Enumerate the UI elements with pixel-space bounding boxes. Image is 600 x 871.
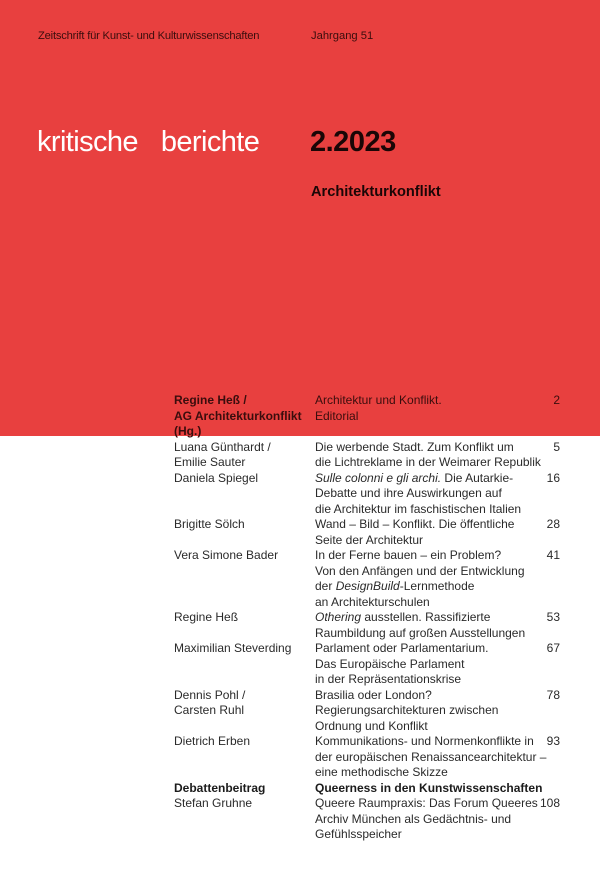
title-segment: die Lichtreklame in der Weimarer Republik xyxy=(315,455,541,469)
title-segment: DesignBuild xyxy=(335,579,400,593)
title-segment: Regierungsarchitekturen zwischen xyxy=(315,703,499,717)
title-segment: Raumbildung auf großen Ausstellungen xyxy=(315,625,526,640)
title-segment: Debatte und ihre Auswirkungen auf xyxy=(315,486,502,500)
toc-title xyxy=(315,439,541,471)
title-segment: Parlament oder Parlamentarium. xyxy=(315,641,489,655)
toc-page-number: 41 xyxy=(546,548,560,562)
title-line xyxy=(315,409,537,425)
title-line xyxy=(315,579,537,595)
toc-title xyxy=(315,796,537,843)
title-line xyxy=(315,657,537,673)
author-line: Regine Heß / xyxy=(174,393,247,407)
journal-title: kritische berichte xyxy=(37,126,260,158)
title-segment: Wand – Bild – Konflikt. Die öffentliche xyxy=(315,517,515,531)
toc-entry xyxy=(174,734,564,781)
author-line: Stefan Gruhne xyxy=(174,796,253,810)
toc-title xyxy=(315,548,537,610)
title-segment: Editorial xyxy=(315,408,359,423)
title-segment: Die Autarkie- xyxy=(441,470,514,485)
title-segment: Sulle colonni e gli archi. xyxy=(315,470,442,485)
toc-author xyxy=(174,471,315,518)
title-line xyxy=(315,780,543,797)
title-segment: Seite der Architektur xyxy=(315,532,424,547)
toc-author xyxy=(174,781,315,797)
toc-entry xyxy=(174,548,564,610)
author-line: AG Architekturkonflikt xyxy=(174,408,302,423)
toc-author xyxy=(174,734,315,781)
title-line xyxy=(315,796,537,812)
toc-title xyxy=(315,517,537,548)
title-segment: Othering xyxy=(315,610,362,624)
title-segment: an Architekturschulen xyxy=(315,594,430,609)
title-line xyxy=(315,471,537,487)
author-line: Emilie Sauter xyxy=(174,455,246,469)
toc-entry xyxy=(174,517,564,548)
author-line: Brigitte Sölch xyxy=(174,517,245,531)
toc-entry xyxy=(174,393,564,440)
toc-entry xyxy=(174,440,564,471)
toc-author xyxy=(174,641,315,688)
toc-page-number: 108 xyxy=(539,796,560,810)
title-line xyxy=(315,502,537,518)
toc-page-number: 16 xyxy=(546,470,560,485)
toc-author xyxy=(174,548,315,610)
title-line xyxy=(315,734,537,750)
title-segment: Kommunikations- und Normenkonflikte in xyxy=(315,734,534,748)
title-segment: Die werbende Stadt. Zum Konflikt um xyxy=(315,439,514,454)
author-line: Daniela Spiegel xyxy=(174,470,259,485)
title-line xyxy=(315,688,537,704)
title-line xyxy=(315,564,537,580)
title-segment: Queerness in den Kunstwissenschaften xyxy=(315,780,543,795)
toc-title xyxy=(315,688,537,735)
title-segment: Gefühlsspeicher xyxy=(315,827,402,841)
title-segment: eine methodische Skizze xyxy=(315,765,448,779)
author-line: (Hg.) xyxy=(174,424,202,438)
title-segment: ausstellen. Rassifizierte xyxy=(361,610,491,624)
title-line xyxy=(315,548,537,564)
toc-title xyxy=(315,641,537,688)
title-segment: Queere Raumpraxis: Das Forum Queeres xyxy=(315,796,538,810)
title-line xyxy=(315,393,537,409)
toc-entry xyxy=(174,796,564,843)
title-line xyxy=(315,719,537,735)
title-segment: In der Ferne bauen – ein Problem? xyxy=(315,548,502,562)
title-segment: in der Repräsentationskrise xyxy=(315,672,462,686)
title-line xyxy=(315,440,537,456)
author-line: Maximilian Steverding xyxy=(174,641,292,655)
toc-page-number: 93 xyxy=(546,734,560,748)
title-line xyxy=(315,641,537,657)
title-segment: die Architektur im faschistischen Italien xyxy=(315,501,522,516)
toc-page-number: 53 xyxy=(546,610,560,624)
toc-title xyxy=(315,471,537,518)
table-of-contents xyxy=(174,393,564,843)
title-line xyxy=(315,672,537,688)
title-line xyxy=(315,703,537,719)
title-segment: Ordnung und Konflikt xyxy=(315,718,428,733)
journal-subtitle: Zeitschrift für Kunst- und Kulturwissenschaften xyxy=(38,30,260,42)
title-segment: Architektur und Konflikt. xyxy=(315,393,442,407)
title-line xyxy=(315,765,537,781)
title-line xyxy=(315,533,537,549)
toc-entry xyxy=(174,471,564,518)
issue-number: 2.2023 xyxy=(310,126,396,158)
toc-title xyxy=(315,780,543,797)
toc-page-number xyxy=(537,781,564,797)
title-segment: Das Europäische Parlament xyxy=(315,656,465,671)
toc-entry xyxy=(174,610,564,641)
author-line: Dietrich Erben xyxy=(174,734,251,748)
toc-section-heading xyxy=(174,781,564,797)
toc-entry xyxy=(174,688,564,735)
title-line xyxy=(315,749,547,766)
toc-entry xyxy=(174,641,564,688)
toc-page-number: 5 xyxy=(553,439,560,454)
toc-title xyxy=(315,610,537,641)
author-line: Carsten Ruhl xyxy=(174,703,245,717)
title-line xyxy=(315,486,537,502)
title-line xyxy=(315,595,537,611)
volume-label: Jahrgang 51 xyxy=(311,30,374,42)
title-segment: der europäischen Renaissancearchitektur – xyxy=(315,749,547,764)
author-line: Debattenbeitrag xyxy=(174,780,266,795)
toc-title xyxy=(315,734,547,781)
toc-author xyxy=(174,796,315,843)
title-line xyxy=(315,827,537,843)
title-line xyxy=(315,812,537,828)
title-segment: -Lernmethode xyxy=(399,579,475,593)
title-segment: der xyxy=(315,579,336,593)
author-line: Regine Heß xyxy=(174,610,239,624)
author-line: Vera Simone Bader xyxy=(174,548,279,562)
toc-page-number: 78 xyxy=(546,687,560,702)
title-line xyxy=(315,517,537,533)
toc-author xyxy=(174,393,315,440)
toc-author xyxy=(174,517,315,548)
title-segment: Brasilia oder London? xyxy=(315,687,432,702)
toc-author xyxy=(174,688,315,735)
toc-author xyxy=(174,610,315,641)
title-segment: Archiv München als Gedächtnis- und xyxy=(315,811,512,826)
toc-author xyxy=(174,440,315,471)
author-line: Luana Günthardt / xyxy=(174,439,271,454)
author-line: Dennis Pohl / xyxy=(174,687,246,702)
issue-theme: Architekturkonflikt xyxy=(311,184,441,200)
toc-page-number: 2 xyxy=(553,393,560,407)
toc-title xyxy=(315,393,537,440)
title-line xyxy=(315,626,537,642)
title-line xyxy=(315,610,537,626)
title-segment: Von den Anfängen und der Entwicklung xyxy=(315,563,525,578)
title-line xyxy=(315,455,541,471)
toc-page-number: 28 xyxy=(546,517,560,531)
toc-page-number: 67 xyxy=(546,641,560,655)
